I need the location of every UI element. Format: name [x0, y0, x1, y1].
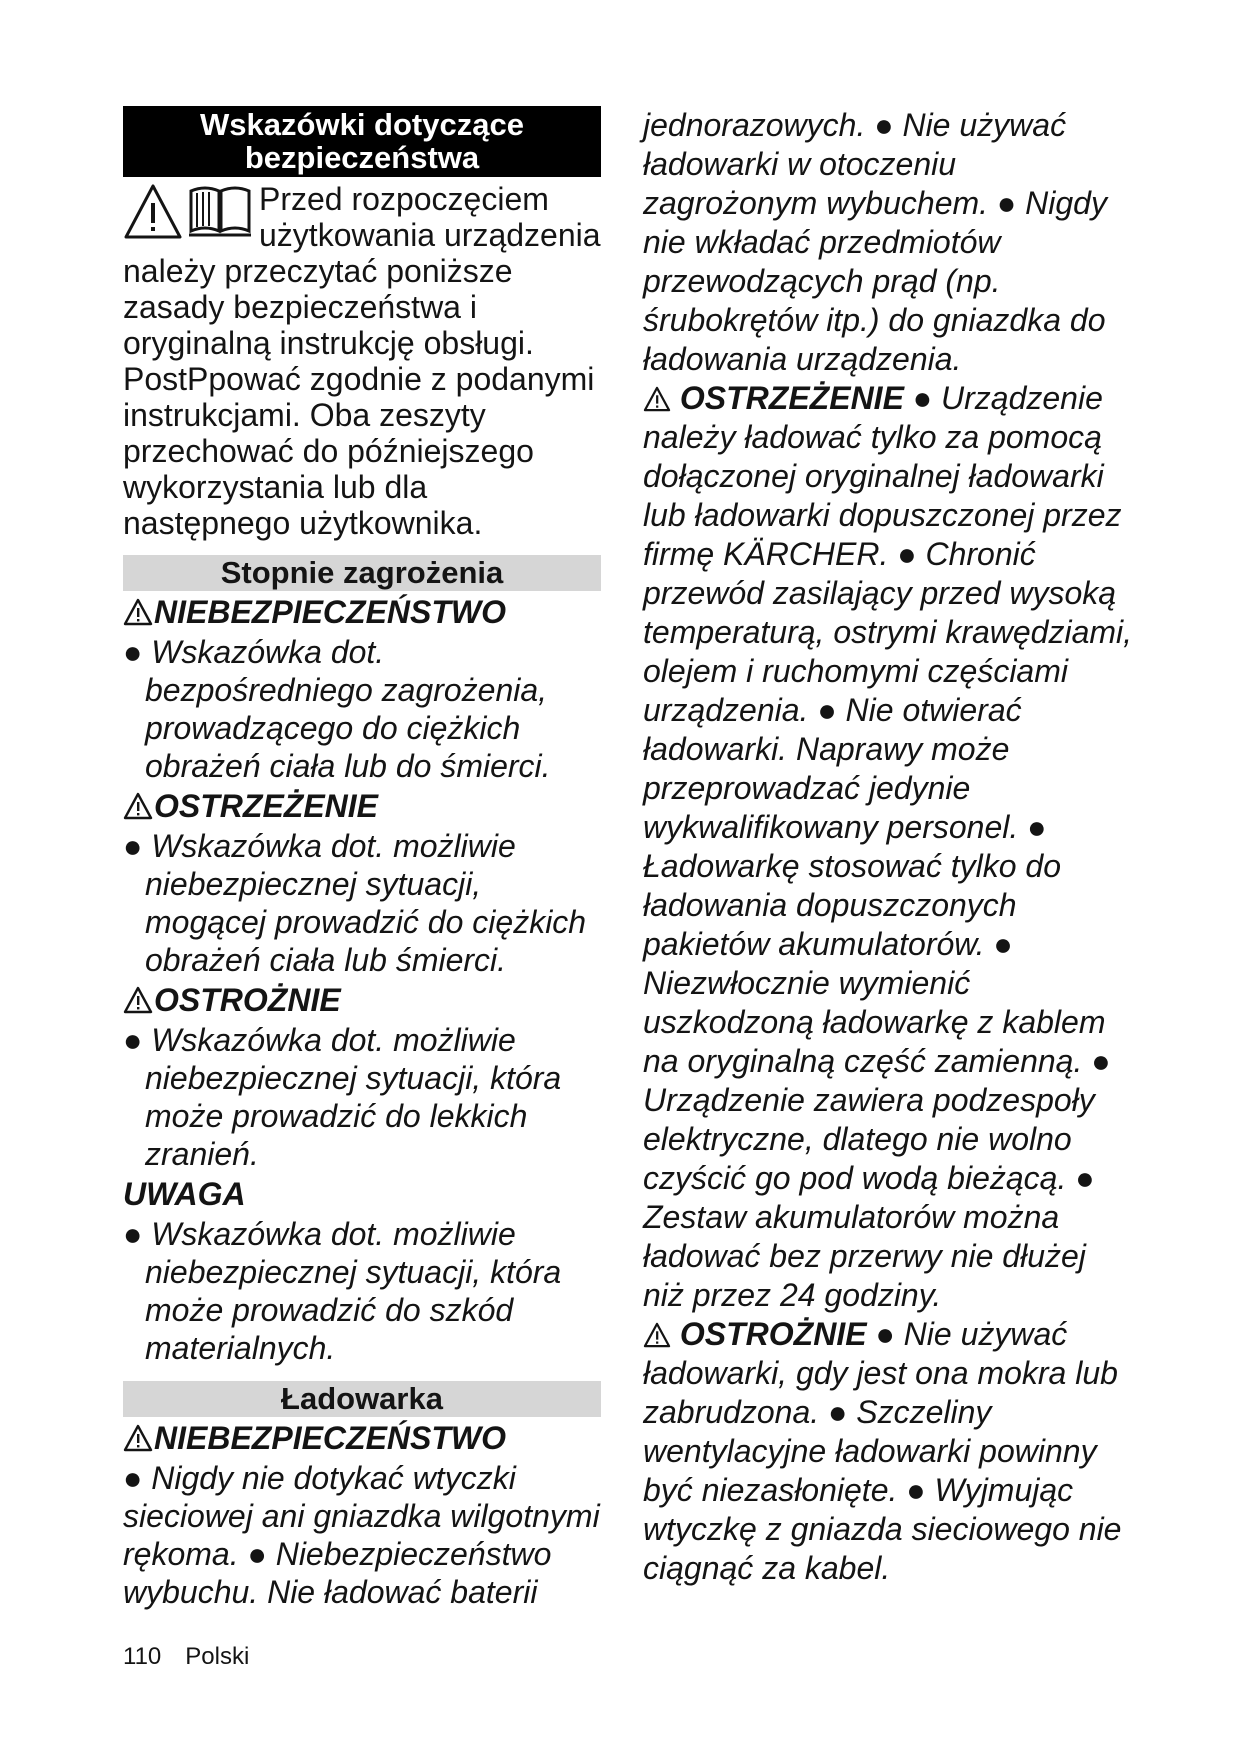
warning-triangle-icon [123, 183, 183, 241]
charger-danger-label [123, 1419, 601, 1457]
intro-icons [123, 181, 255, 243]
level-warning-label [123, 787, 601, 825]
page-number: 110 [123, 1643, 162, 1670]
level-warning-desc: ● Wskazówka dot. możliwie niebezpiecznej sytuacji, mogącej prowadzić do ciężkich obrażeń ciała lub śmierci. [123, 828, 587, 978]
level-danger-text-label: NIEBEZPIECZEŃSTWO [154, 594, 507, 630]
warning-triangle-icon [123, 598, 153, 626]
manual-book-icon [187, 183, 253, 239]
caution-text: ● Nie używać ładowarki, gdy jest ona mokra lub zabrudzona. ● Szczeliny wentylacyjne ładowarki powinny być niezasłonięte. ● Wyjmując wtyczkę z gniazda sieciowego nie ciągnąć za kabel. [643, 1316, 1122, 1586]
warning-triangle-icon [123, 792, 153, 820]
charger-continued-paragraph: jednorazowych. ● Nie używać ładowarki w otoczeniu zagrożonym wybuchem. ● Nigdy nie wkładać przedmiotów przewodzących prąd (np. śrubokrętów itp.) do gniazdka do ładowania urządzenia. [643, 107, 1107, 377]
warning-triangle-icon [123, 1424, 153, 1452]
charger-danger-text-label: NIEBEZPIECZEŃSTWO [154, 1420, 507, 1456]
level-danger-label [123, 593, 601, 631]
safety-header: Wskazówki dotyczące bezpieczeństwa [123, 106, 601, 177]
charger-header: Ładowarka [123, 1381, 601, 1417]
intro-block [123, 181, 601, 541]
warning-text: ● Urządzenie należy ładować tylko za pomocą dołączonej oryginalnej ładowarki lub ładowarki dopuszczonej przez firmę KÄRCHER. ● Chronić przewód zasilający przed wysoką temperaturą, ostrymi krawędziami, olejem i ruchomymi częściami urządzenia. ● Nie otwierać ładowarki. Naprawy może przeprowadzać jedynie wykwalifikowany personel. ● Ładowarkę stosować tylko do ładowania dopuszczonych pakietów akumulatorów. ● Niezwłocznie wymienić uszkodzoną ładowarkę z kablem na oryginalną część zamienną. ● Urządzenie zawiera podzespoły elektryczne, dlatego nie wolno czyścić go pod wodą bieżącą. ● Zestaw akumulatorów można ładować bez przerwy nie dłużej niż przez 24 godziny. [643, 380, 1133, 1313]
intro-paragraph: Przed rozpoczęciem użytkowania urządzenia należy przeczytać poniższe zasady bezpieczeństwa i oryginalną instrukcję obsługi. PostPpować zgodnie z podanymi instrukcjami. Oba zeszyty przechować do późniejszego wykorzystania lub dla następnego użytkownika. [123, 181, 601, 541]
hazard-levels-header: Stopnie zagrożenia [123, 555, 601, 591]
left-column [123, 106, 601, 1613]
charger-caution-paragraph [643, 1315, 1133, 1588]
warning-triangle-icon [643, 386, 671, 412]
footer-language: Polski [185, 1643, 250, 1670]
charger-danger-desc: ● Nigdy nie dotykać wtyczki sieciowej ani gniazdka wilgotnymi rękoma. ● Niebezpieczeństwo wybuchu. Nie ładować baterii [123, 1460, 600, 1610]
level-notice-label [123, 1175, 601, 1213]
level-caution-label [123, 981, 601, 1019]
warning-triangle-icon [643, 1322, 671, 1348]
warning-label: OSTRZEŻENIE [679, 380, 904, 416]
level-notice-desc: ● Wskazówka dot. możliwie niebezpiecznej sytuacji, która może prowadzić do szkód materialnych. [123, 1216, 562, 1366]
caution-label: OSTROŻNIE [679, 1316, 867, 1352]
level-notice-text-label: UWAGA [123, 1176, 246, 1212]
level-caution-text-label: OSTROŻNIE [154, 982, 341, 1018]
level-caution-desc: ● Wskazówka dot. możliwie niebezpiecznej sytuacji, która może prowadzić do lekkich zranień. [123, 1022, 562, 1172]
right-column [643, 106, 1133, 1588]
level-danger-desc: ● Wskazówka dot. bezpośredniego zagrożenia, prowadzącego do ciężkich obrażeń ciała lub do śmierci. [123, 634, 551, 784]
charger-warning-paragraph [643, 379, 1133, 1315]
page-footer [123, 1643, 273, 1671]
warning-triangle-icon [123, 986, 153, 1014]
level-warning-text-label: OSTRZEŻENIE [154, 788, 379, 824]
